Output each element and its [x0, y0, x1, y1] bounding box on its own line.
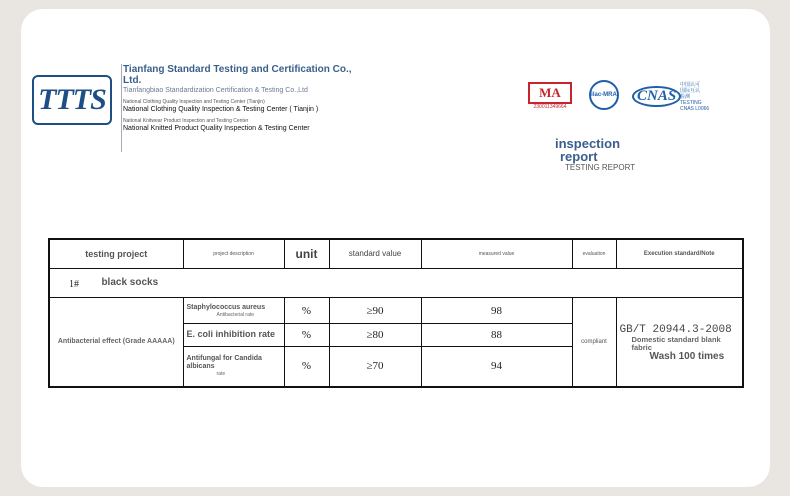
header-measured-value: measured value: [421, 239, 572, 269]
cnas-side-2: 国际互认: [680, 88, 701, 94]
cnas-side-5: CNAS L0066: [680, 106, 710, 112]
header-standard-value: standard value: [329, 239, 421, 269]
org-name-en: Tianfang Standard Testing and Certification Co., Ltd.: [123, 64, 352, 86]
antibacterial-effect: Antibacterial effect (Grade AAAAA): [49, 298, 183, 388]
report-title-1: inspection: [555, 136, 621, 151]
report-subtitle: TESTING REPORT: [565, 163, 636, 172]
cnas-side-1: 中国认可: [680, 82, 701, 88]
sample-name: black socks: [101, 277, 159, 289]
header-divider: [121, 64, 122, 152]
header-testing-project: testing project: [49, 239, 183, 269]
table-header-row: [49, 239, 743, 269]
ilac-text: ilac-MRA: [591, 92, 617, 98]
ilac-mra-logo: [584, 80, 624, 114]
unit-cell: %: [284, 346, 329, 387]
organization-info: [123, 64, 353, 133]
unit-cell: %: [284, 298, 329, 324]
cnas-side-3: 检测: [680, 94, 691, 100]
standard-cell: ≥90: [329, 298, 421, 324]
evaluation-cell: compliant: [572, 298, 616, 388]
item-label: Antifungal for Candida albicans: [186, 355, 262, 371]
standard-cell: ≥80: [329, 324, 421, 347]
sample-cell: [49, 269, 743, 298]
value-cell: 98: [421, 298, 572, 324]
execution-wash: Wash 100 times: [649, 350, 725, 362]
center2-small: National Knitwear Product Inspection and Testing Center: [123, 118, 249, 124]
sample-number: 1#: [69, 279, 79, 290]
standard-cell: ≥70: [329, 346, 421, 387]
execution-domestic: Domestic standard blank fabric: [631, 334, 721, 352]
inspection-table: [48, 238, 744, 388]
header-evaluation: evaluation: [572, 239, 616, 269]
item-cell: [183, 324, 284, 347]
logo-text: TTTS: [38, 83, 106, 116]
certification-logos: [528, 80, 728, 120]
org-name-cn: Tianfangbiao Standardization Certification & Testing Co.,Ltd: [123, 87, 308, 94]
item-cell: [183, 298, 284, 324]
unit-cell: %: [284, 324, 329, 347]
item-label: E. coli inhibition rate: [186, 329, 276, 340]
value-cell: 88: [421, 324, 572, 347]
center1-name: National Clothing Quality Inspection & Testing Center ( Tianjin ): [123, 106, 319, 113]
cma-code: 230011349664: [533, 104, 567, 110]
header-project-description: project description: [183, 239, 284, 269]
value-cell: 94: [421, 346, 572, 387]
cma-logo: [528, 82, 572, 112]
item-cell: [183, 346, 284, 387]
item-sublabel: Antibacterial rate: [216, 311, 255, 318]
sample-row: [49, 269, 743, 298]
cma-mark: MA: [528, 82, 572, 104]
report-title-2: report: [560, 149, 598, 164]
execution-standard: GB/T 20944.3-2008: [619, 323, 732, 336]
center1-small: National Clothing Quality Inspection and Testing Center (Tianjin): [123, 99, 265, 105]
cnas-side-4: TESTING: [680, 100, 702, 106]
center2-name: National Knitted Product Quality Inspection & Testing Center: [123, 125, 310, 132]
item-sublabel: rate: [216, 371, 226, 378]
execution-cell: [616, 298, 743, 388]
ttts-logo: [32, 75, 112, 125]
cnas-logo: CNAS: [632, 86, 681, 107]
header-execution-standard: Execution standard/Note: [616, 239, 743, 269]
item-label: Staphylococcus aureus: [186, 303, 266, 311]
header-unit: unit: [284, 239, 329, 269]
report-heading: [555, 137, 675, 172]
cnas-side-text: [680, 82, 709, 112]
table-row: [49, 298, 743, 324]
